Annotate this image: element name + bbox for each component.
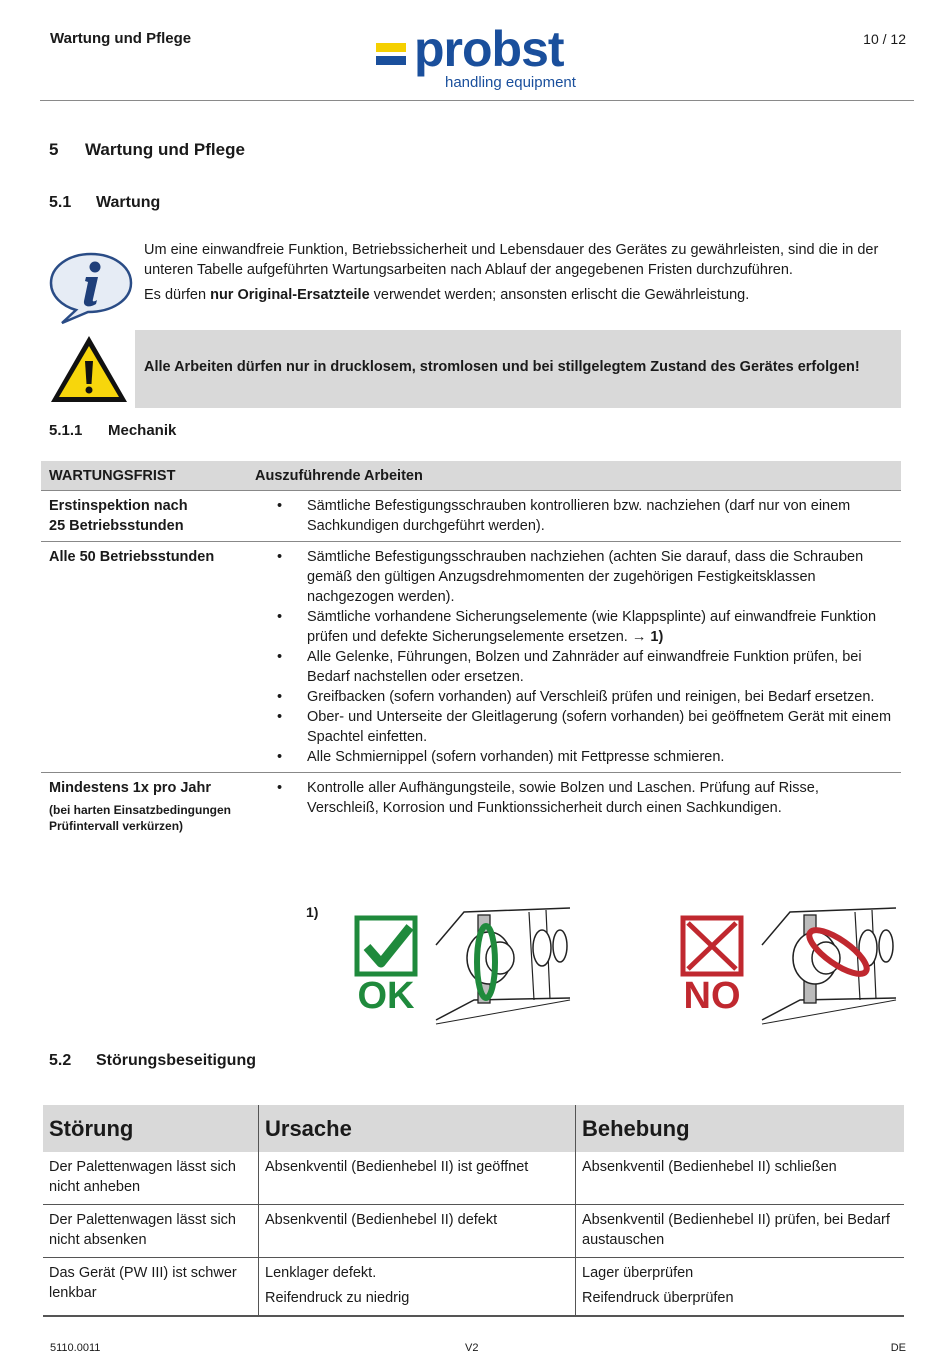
warning-icon [48,333,130,405]
footer-doc-number: 5110.0011 [50,1342,101,1354]
footer-language: DE [890,1342,906,1354]
warning-box [135,330,901,408]
fix-cell [576,1258,905,1317]
cause-cell: Absenkventil (Bedienhebel II) defekt [259,1205,576,1258]
interval-cell [41,491,247,542]
task-item: • Alle Schmiernippel (sofern vorhanden) mit Fettpresse schmieren. [307,747,893,767]
table-header-row [43,1105,904,1152]
task-item: • Kontrolle aller Aufhängungsteile, sowie Bolzen und Laschen. Prüfung auf Risse, Verschleiß, Korrosion und Funktionssicherheit durch einen Sachkundigen. [307,778,893,818]
subsection2-heading [49,1052,256,1070]
task-item: • Alle Gelenke, Führungen, Bolzen und Zahnräder auf einwandfreie Funktion prüfen, bei Bedarf nachstellen oder ersetzen. [307,647,893,687]
interval-note: (bei harten Einsatzbedingungen Prüfintervall verkürzen) [49,803,232,833]
fix-line: Lager überprüfen [582,1265,694,1281]
table-row [41,542,901,773]
table-row [41,773,901,840]
info-text [144,240,904,310]
subsection-heading [49,194,160,212]
table-row [41,491,901,542]
subsubsection-title: Mechanik [108,422,177,439]
cause-cell [259,1258,576,1317]
interval-line: Alle 50 Betriebsstunden [49,549,215,565]
footer-version: V2 [465,1342,479,1354]
table-row [43,1258,904,1317]
subsection-title: Wartung [96,194,161,211]
col-header-problem: Störung [43,1105,259,1152]
header-divider [40,100,914,101]
section-number: 5 [49,140,59,159]
subsection-number: 5.1 [49,194,72,211]
info-icon [48,250,134,326]
logo-bar-yellow [376,43,406,52]
table-header-row [41,461,901,491]
task-item [307,607,893,647]
cause-cell: Absenkventil (Bedienhebel II) ist geöffnet [259,1152,576,1205]
problem-cell: Der Palettenwagen lässt sich nicht absenken [43,1205,259,1258]
ok-label: OK [357,975,415,1011]
figure-label: 1) [306,904,319,920]
info-p2-bold: nur Original-Ersatzteile [210,287,370,303]
section-heading [49,140,245,160]
tasks-cell [247,773,901,840]
col-header-cause: Ursache [259,1105,576,1152]
page-number: 10 / 12 [863,31,906,47]
subsection2-number: 5.2 [49,1052,72,1069]
fix-cell: Absenkventil (Bedienhebel II) prüfen, bei Bedarf austauschen [576,1205,905,1258]
interval-line: Mindestens 1x pro Jahr [49,780,211,796]
task-item: • Greifbacken (sofern vorhanden) auf Verschleiß prüfen und reinigen, bei Bedarf ersetzen. [307,687,893,707]
section-title: Wartung und Pflege [85,140,245,159]
info-p2-before: Es dürfen [144,287,211,303]
subsubsection-heading [49,422,176,439]
troubleshooting-table [43,1105,904,1317]
col-header-tasks: Auszuführende Arbeiten [247,461,901,491]
task-item: • Ober- und Unterseite der Gleitlagerung (sofern vorhanden) bei geöffnetem Gerät mit einem Spachtel einfetten. [307,707,893,747]
cause-line: Reifendruck zu niedrig [265,1290,410,1306]
header-title: Wartung und Pflege [50,30,192,47]
task-item: • Sämtliche Befestigungsschrauben kontrollieren bzw. nachziehen (darf nur von einem Sachkundigen durchgeführt werden). [307,496,893,536]
pin-wrong-illustration [760,900,898,1025]
tasks-cell [247,491,901,542]
cause-line: Lenklager defekt. [265,1265,377,1281]
col-header-interval: WARTUNGSFRIST [41,461,247,491]
subsubsection-number: 5.1.1 [49,422,83,439]
logo-subtitle: handling equipment [445,74,576,91]
info-p2-after: verwendet werden; ansonsten erlischt die Gewährleistung. [369,287,750,303]
maintenance-table [41,461,901,839]
no-cross-icon [680,915,746,1011]
interval-line: 25 Betriebsstunden [49,518,184,534]
probst-logo [376,21,588,94]
table-row [43,1152,904,1205]
tasks-cell [247,542,901,773]
subsection2-title: Störungsbeseitigung [96,1052,256,1069]
task-text: Sämtliche vorhandene Sicherungselemente (wie Klappsplinte) auf einwandfreie Funktion prüfen und defekte Sicherungselemente ersetzen. → [307,609,877,645]
problem-cell: Der Palettenwagen lässt sich nicht anheben [43,1152,259,1205]
ok-check-icon [354,915,420,1011]
figure-reference: 1) [650,629,664,645]
logo-bar-blue [376,56,406,65]
table-row [43,1205,904,1258]
pin-correct-illustration [434,900,572,1025]
warning-text: Alle Arbeiten dürfen nur in drucklosem, stromlosen und bei stillgelegtem Zustand des Gerätes erfolgen! [144,359,860,375]
interval-line: Erstinspektion nach [49,498,188,514]
fix-cell: Absenkventil (Bedienhebel II) schließen [576,1152,905,1205]
problem-cell: Das Gerät (PW III) ist schwer lenkbar [43,1258,259,1317]
interval-cell [41,773,247,840]
task-item: • Sämtliche Befestigungsschrauben nachziehen (achten Sie darauf, dass die Schrauben gemäß den gültigen Anzugsdrehmomenten der zugehörigen Festigkeitsklassen nachgezogen werden). [307,547,893,607]
no-label: NO [683,975,741,1011]
info-paragraph-1: Um eine einwandfreie Funktion, Betriebssicherheit und Lebensdauer des Gerätes zu gewährleisten, sind die in der unteren Tabelle aufgeführten Wartungsarbeiten nach Ablauf der angegebenen Fristen durchzuführen. [144,242,879,278]
interval-cell [41,542,247,773]
logo-word: probst [414,21,564,77]
fix-line: Reifendruck überprüfen [582,1290,734,1306]
info-paragraph-2 [144,285,904,305]
col-header-fix: Behebung [576,1105,905,1152]
